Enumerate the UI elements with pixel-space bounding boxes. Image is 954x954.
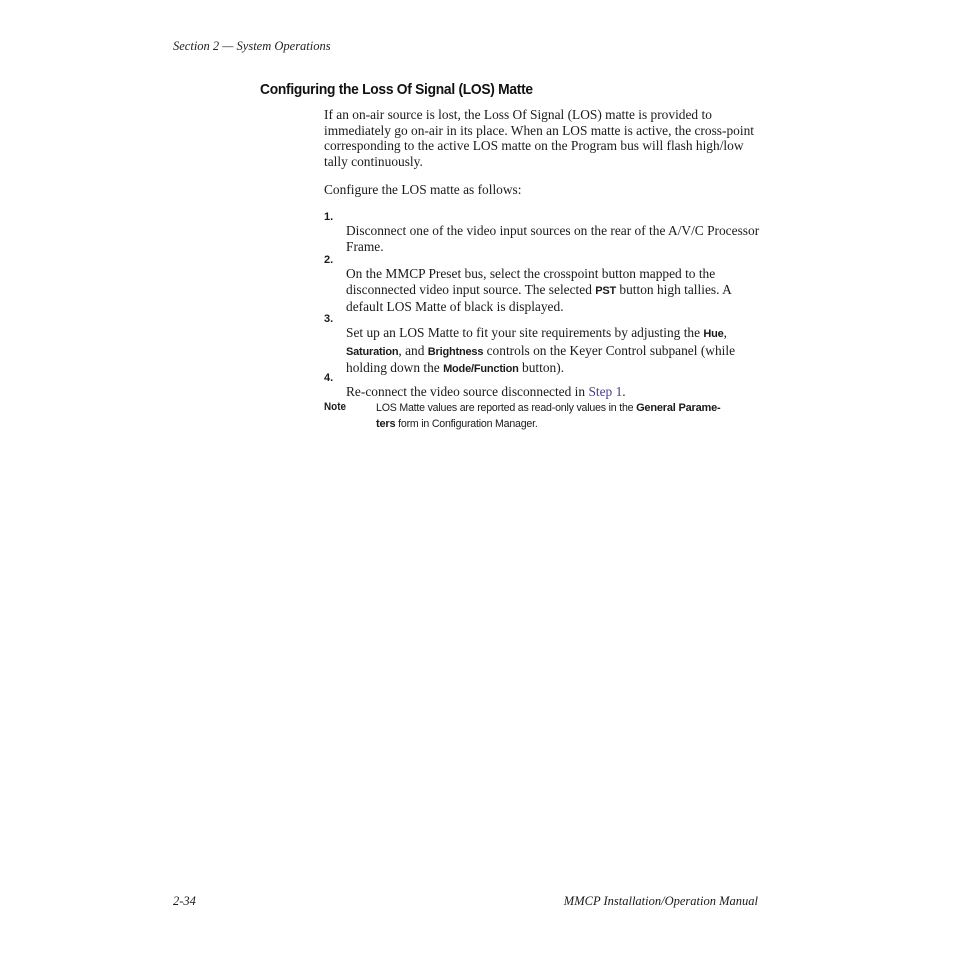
hue-control-label: Hue (703, 328, 724, 341)
step-text: Set up an LOS Matte to fit your site requirements by adjusting the Hue, Saturation, and Brightness controls on the Keyer Control subpanel (while holding down the Mode/Function button). (346, 325, 736, 376)
step-text: On the MMCP Preset bus, select the crosspoint button mapped to the disconnected video input source. The selected PST button high tallies. A default LOS Matte of black is displayed. (346, 266, 731, 315)
note-block (324, 401, 764, 432)
section-title: Configuring the Loss Of Signal (LOS) Matte (260, 81, 533, 98)
step-number: 3. (324, 313, 334, 325)
note-label: Note (324, 401, 347, 413)
configure-paragraph: Configure the LOS matte as follows: (324, 182, 522, 197)
saturation-control-label: Saturation (346, 345, 399, 358)
note-text: LOS Matte values are reported as read-only values in the General Parame-ters form in Configuration Manager. (376, 402, 721, 430)
step-1-link[interactable]: Step 1 (588, 384, 623, 400)
general-parameters-label: General Parame-ters (376, 402, 721, 430)
pst-button-label: PST (595, 284, 617, 297)
page-number: 2-34 (173, 894, 196, 908)
step-number: 4. (324, 372, 334, 384)
mode-function-button-label: Mode/Function (443, 363, 519, 376)
step-text: Re-connect the video source disconnected in Step 1. (346, 384, 626, 400)
intro-paragraph: If an on-air source is lost, the Loss Of Signal (LOS) matte is provided to immediately go on-air in its place. When an LOS matte is active, the cross-point corresponding to the active LOS matte on the Program bus will flash high/low tally continuously. (324, 107, 754, 169)
step-text: Disconnect one of the video input sources on the rear of the A/V/C Processor Frame. (346, 223, 760, 254)
running-head: Section 2 — System Operations (173, 39, 331, 53)
step-number: 2. (324, 254, 334, 266)
brightness-control-label: Brightness (427, 345, 484, 358)
manual-title: MMCP Installation/Operation Manual (563, 894, 758, 908)
step-number: 1. (324, 211, 334, 223)
